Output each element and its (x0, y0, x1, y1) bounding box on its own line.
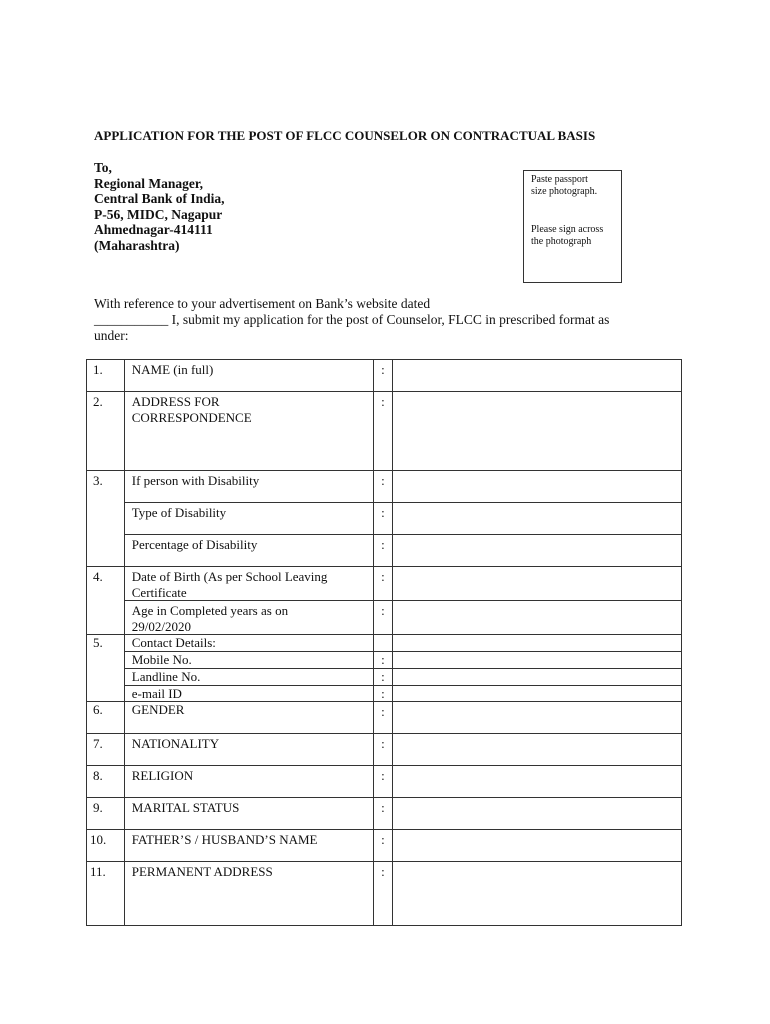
field-label-line: CORRESPONDENCE (131, 409, 252, 425)
table-row (87, 668, 682, 685)
colon: : (374, 471, 393, 503)
table-row (87, 798, 682, 830)
table-row (87, 392, 682, 471)
field-label: GENDER (124, 702, 373, 734)
father-husband-name-field[interactable] (392, 830, 681, 862)
address-to: To, (94, 160, 112, 175)
field-label (124, 601, 373, 635)
field-label: PERMANENT ADDRESS (124, 862, 373, 926)
field-label: RELIGION (124, 766, 373, 798)
row-number-empty (87, 685, 125, 702)
nationality-field[interactable] (392, 734, 681, 766)
colon: : (374, 601, 393, 635)
field-label-line: Age in Completed years as on (131, 603, 289, 618)
form-title: APPLICATION FOR THE POST OF FLCC COUNSELOR ON CONTRACTUAL BASIS (94, 128, 596, 143)
intro-line: With reference to your advertisement on Bank’s website dated (94, 296, 431, 311)
intro-line: ___________ I, submit my application for the post of Counselor, FLCC in prescribed format as (94, 312, 610, 327)
row-number-empty (87, 651, 125, 668)
address-line: Central Bank of India, (94, 191, 225, 206)
email-field[interactable] (392, 685, 681, 702)
age-field[interactable] (392, 601, 681, 635)
table-row (87, 702, 682, 734)
colon: : (374, 668, 393, 685)
field-label: If person with Disability (124, 471, 373, 503)
colon: : (374, 651, 393, 668)
field-label: NATIONALITY (124, 734, 373, 766)
colon: : (374, 766, 393, 798)
colon: : (374, 503, 393, 535)
photo-instruction: Paste passport (531, 174, 588, 185)
colon-empty (374, 635, 393, 652)
row-number: 6. (87, 702, 125, 734)
table-row (87, 651, 682, 668)
colon: : (374, 685, 393, 702)
colon: : (374, 392, 393, 471)
field-label: Type of Disability (124, 503, 373, 535)
disability-type-field[interactable] (392, 503, 681, 535)
colon: : (374, 862, 393, 926)
colon: : (374, 798, 393, 830)
field-label-line: 29/02/2020 (131, 618, 191, 634)
field-label-line: Date of Birth (As per School Leaving (131, 569, 328, 584)
table-row (87, 360, 682, 392)
name-field[interactable] (392, 360, 681, 392)
date-of-birth-field[interactable] (392, 567, 681, 601)
correspondence-address-field[interactable] (392, 392, 681, 471)
field-label: Percentage of Disability (124, 535, 373, 567)
row-number: 4. (87, 567, 125, 601)
field-label: Contact Details: (124, 635, 373, 652)
field-label: MARITAL STATUS (124, 798, 373, 830)
row-number: 3. (87, 471, 125, 503)
religion-field[interactable] (392, 766, 681, 798)
table-row (87, 503, 682, 535)
field-label (124, 567, 373, 601)
row-number: 11. (87, 862, 125, 926)
row-number: 8. (87, 766, 125, 798)
address-line: (Maharashtra) (94, 237, 180, 253)
table-row (87, 635, 682, 652)
colon: : (374, 734, 393, 766)
table-row (87, 766, 682, 798)
field-label-line: ADDRESS FOR (131, 394, 220, 409)
photo-box[interactable] (523, 170, 622, 283)
row-number: 7. (87, 734, 125, 766)
disability-percentage-field[interactable] (392, 535, 681, 567)
mobile-field[interactable] (392, 651, 681, 668)
table-row (87, 567, 682, 601)
row-number: 9. (87, 798, 125, 830)
row-number-empty (87, 601, 125, 635)
intro-paragraph (94, 296, 684, 344)
photo-instruction: size photograph. (531, 186, 598, 197)
address-line: Regional Manager, (94, 175, 203, 191)
field-label: FATHER’S / HUSBAND’S NAME (124, 830, 373, 862)
row-number: 5. (87, 635, 125, 652)
landline-field[interactable] (392, 668, 681, 685)
table-row (87, 830, 682, 862)
row-number: 1. (87, 360, 125, 392)
table-row (87, 601, 682, 635)
colon: : (374, 535, 393, 567)
gender-field[interactable] (392, 702, 681, 734)
permanent-address-field[interactable] (392, 862, 681, 926)
table-row (87, 535, 682, 567)
intro-line: under: (94, 328, 129, 343)
address-line: P-56, MIDC, Nagapur (94, 206, 223, 222)
field-label: Mobile No. (124, 651, 373, 668)
field-label: e-mail ID (124, 685, 373, 702)
row-number: 2. (87, 392, 125, 471)
field-label-line: Certificate (131, 584, 187, 600)
colon: : (374, 830, 393, 862)
row-number-empty (87, 668, 125, 685)
sign-instruction: Please sign across (531, 224, 604, 235)
table-row (87, 862, 682, 926)
table-row (87, 734, 682, 766)
recipient-address (94, 160, 225, 253)
colon: : (374, 702, 393, 734)
field-label: NAME (in full) (124, 360, 373, 392)
row-number-empty (87, 503, 125, 535)
colon: : (374, 567, 393, 601)
table-row (87, 471, 682, 503)
address-line: Ahmednagar-414111 (94, 222, 213, 237)
row-number-empty (87, 535, 125, 567)
sign-instruction: the photograph (531, 236, 592, 247)
contact-details-field (392, 635, 681, 652)
field-label: Landline No. (124, 668, 373, 685)
colon: : (374, 360, 393, 392)
row-number: 10. (87, 830, 125, 862)
application-form-table (86, 359, 682, 926)
field-label (124, 392, 373, 471)
marital-status-field[interactable] (392, 798, 681, 830)
table-row (87, 685, 682, 702)
disability-field[interactable] (392, 471, 681, 503)
